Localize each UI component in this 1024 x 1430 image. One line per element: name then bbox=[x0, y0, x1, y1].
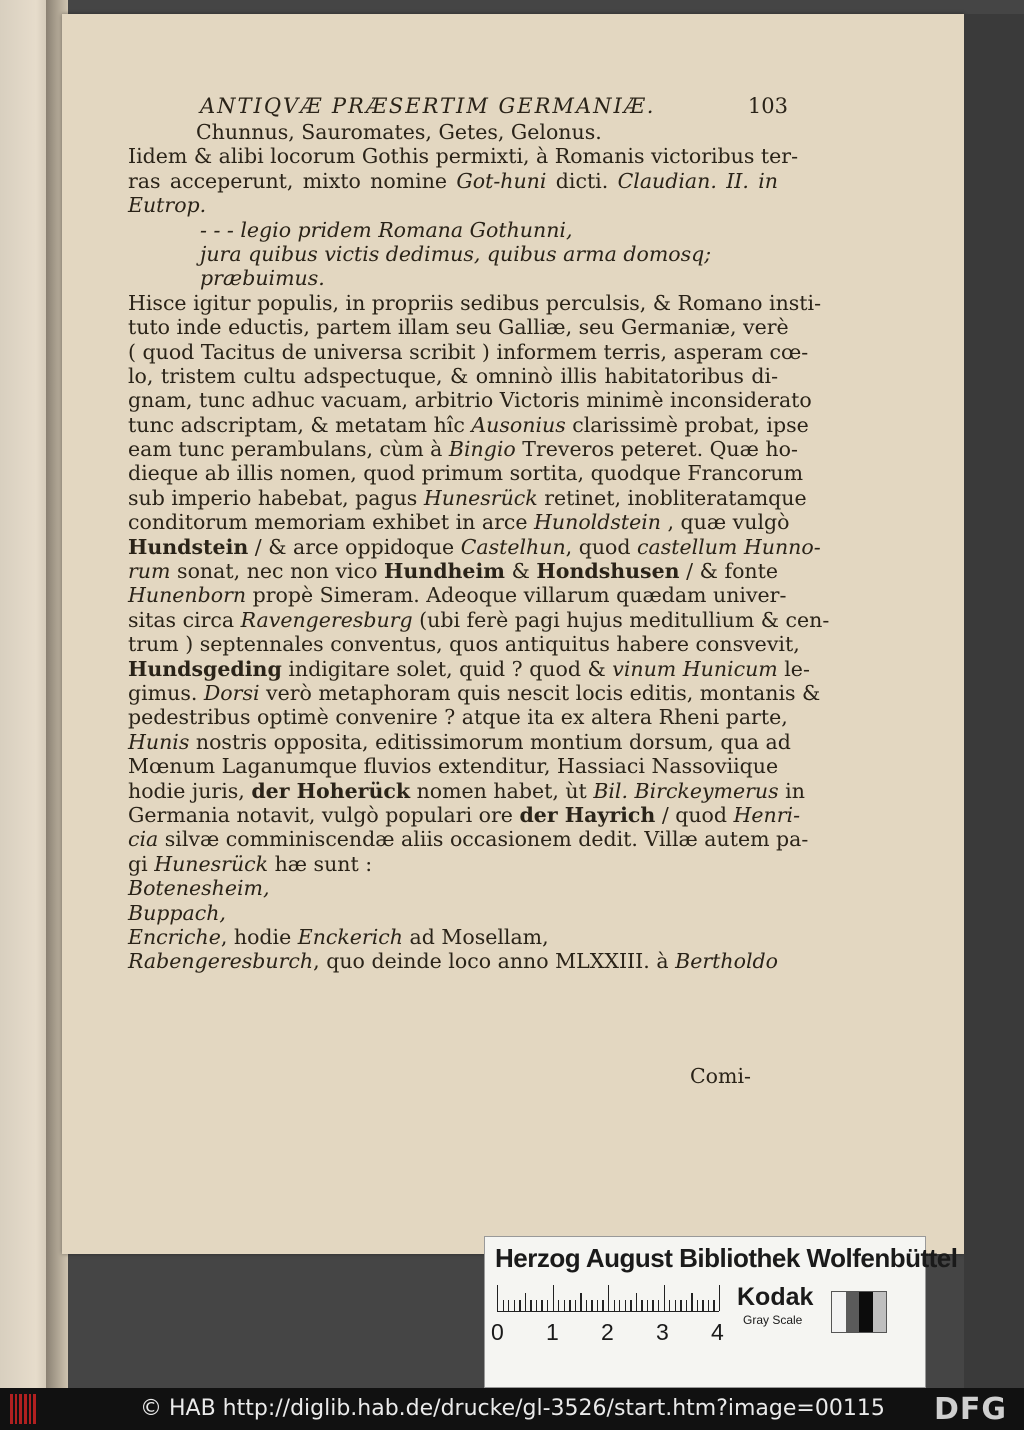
text-segment: der Hoherück bbox=[251, 778, 411, 803]
scale-label: 3 bbox=[656, 1319, 669, 1345]
kodak-logo: Kodak bbox=[737, 1283, 814, 1311]
text-segment: conditorum memoriam exhibet in arce bbox=[128, 510, 535, 535]
ruler-tick bbox=[641, 1300, 642, 1311]
text-segment: / quod bbox=[655, 802, 734, 827]
gray-swatch bbox=[873, 1292, 887, 1332]
text-segment: Bertholdo bbox=[675, 949, 778, 974]
ruler-tick bbox=[691, 1293, 692, 1311]
text-segment: Got-huni bbox=[456, 168, 547, 193]
text-segment: , hodie bbox=[220, 924, 298, 949]
text-segment: cia bbox=[128, 827, 159, 852]
text-line bbox=[128, 193, 778, 217]
scale-label: 2 bbox=[601, 1319, 614, 1345]
ruler-tick bbox=[541, 1300, 542, 1311]
text-segment: Hunoldstein bbox=[534, 510, 661, 535]
text-segment: vinum Hunicum bbox=[612, 656, 778, 681]
gray-swatches bbox=[831, 1291, 887, 1333]
text-segment: Botenesheim, bbox=[128, 876, 270, 901]
text-line bbox=[128, 949, 778, 973]
logo-bar bbox=[10, 1394, 13, 1424]
color-reference-card bbox=[484, 1236, 958, 1388]
text-line bbox=[128, 705, 788, 730]
ruler-tick bbox=[625, 1300, 626, 1311]
text-segment: ( quod Tacitus de universa scribit ) informem terris, asperam cœ- bbox=[128, 339, 809, 364]
text-segment: rum bbox=[128, 559, 171, 584]
text-line bbox=[128, 437, 798, 462]
ruler-tick bbox=[614, 1300, 615, 1311]
text-segment: Germania notavit, vulgò populari ore bbox=[128, 802, 520, 827]
footer-bar bbox=[0, 1388, 1024, 1430]
text-segment: trum ) septennales conventus, quos antiquitus habere consvevit, bbox=[128, 632, 800, 657]
text-segment: hæ sunt : bbox=[268, 851, 373, 876]
text-segment: pedestribus optimè convenire ? atque ita ex altera Rheni parte, bbox=[128, 705, 788, 730]
text-line bbox=[128, 364, 778, 388]
text-segment: jura quibus victis dedimus, quibus arma domosq; bbox=[200, 241, 712, 266]
text-segment: nomen habet, ùt bbox=[410, 778, 594, 803]
text-segment: Gothunni, bbox=[463, 217, 573, 242]
gray-swatch bbox=[859, 1292, 873, 1332]
text-line bbox=[128, 876, 778, 900]
ruler-tick bbox=[630, 1300, 631, 1311]
gray-swatch bbox=[846, 1292, 860, 1332]
text-segment: Henri- bbox=[733, 802, 801, 827]
text-segment: MLXXIII. bbox=[555, 949, 650, 974]
text-segment: , quæ vulgò bbox=[661, 510, 790, 535]
text-line bbox=[128, 901, 778, 925]
text-line bbox=[128, 388, 812, 413]
ruler-tick bbox=[652, 1300, 653, 1311]
text-segment: & bbox=[504, 559, 537, 584]
ruler-tick bbox=[525, 1293, 526, 1311]
text-segment: Ravengeresburg bbox=[240, 607, 413, 632]
ruler-tick bbox=[503, 1300, 504, 1311]
ruler-tick bbox=[664, 1285, 665, 1311]
text-line bbox=[128, 412, 809, 437]
catchword: Comi- bbox=[690, 1064, 751, 1088]
page-background-right bbox=[964, 14, 1024, 1388]
text-segment: Hundsgeding bbox=[128, 656, 282, 681]
text-segment: sitas circa bbox=[128, 607, 241, 632]
text-segment: Dorsi bbox=[203, 680, 260, 705]
text-segment: Hunesrück bbox=[423, 485, 538, 510]
text-line bbox=[128, 680, 821, 705]
text-segment: lo, tristem cultu adspectuque, & omninò illis habitatoribus di- bbox=[128, 363, 778, 388]
text-segment: castellum Hunno- bbox=[637, 534, 821, 559]
ruler-tick bbox=[686, 1300, 687, 1311]
ruler-tick bbox=[697, 1300, 698, 1311]
text-segment: / & fonte bbox=[679, 559, 778, 584]
text-line bbox=[128, 169, 778, 193]
gray-scale-label: Gray Scale bbox=[743, 1313, 803, 1327]
text-segment: (ubi ferè pagi hujus meditullium & cen- bbox=[412, 607, 830, 632]
text-lines bbox=[128, 120, 830, 974]
ruler-tick bbox=[719, 1285, 720, 1311]
text-segment: clarissimè probat, ipse bbox=[565, 412, 809, 437]
ruler-tick bbox=[708, 1300, 709, 1311]
text-segment: Iidem & alibi locorum Gothis permixti, à Romanis victoribus ter- bbox=[128, 144, 799, 169]
text-line bbox=[128, 144, 799, 169]
text-line bbox=[128, 242, 778, 266]
text-segment: Buppach, bbox=[128, 900, 226, 925]
ruler-tick bbox=[558, 1300, 559, 1311]
text-segment: Claudian. II. in bbox=[617, 168, 778, 193]
ruler-tick bbox=[536, 1300, 537, 1311]
ruler-tick bbox=[586, 1300, 587, 1311]
text-segment: hodie juris, bbox=[128, 778, 252, 803]
text-line bbox=[128, 729, 791, 754]
text-line bbox=[128, 607, 830, 632]
page-number: 103 bbox=[747, 94, 788, 118]
card-title: Herzog August Bibliothek Wolfenbüttel bbox=[495, 1243, 958, 1273]
text-segment: Hunis bbox=[128, 729, 190, 754]
text-segment: Treveros peteret. Quæ ho- bbox=[515, 437, 798, 462]
text-line bbox=[128, 120, 778, 144]
text-segment: tunc adscriptam, & metatam hîc bbox=[128, 412, 472, 437]
ruler-tick bbox=[680, 1300, 681, 1311]
text-segment: retinet, inobliteratamque bbox=[537, 485, 807, 510]
ruler-tick bbox=[597, 1300, 598, 1311]
ruler-tick bbox=[602, 1300, 603, 1311]
text-segment: sonat, nec non vico bbox=[170, 559, 385, 584]
text-line bbox=[128, 266, 778, 290]
text-line bbox=[128, 583, 787, 608]
text-segment: à bbox=[649, 949, 676, 974]
text-segment: Hondshusen bbox=[536, 559, 680, 584]
text-segment: sub imperio habebat, pagus bbox=[128, 485, 424, 510]
ruler-tick bbox=[569, 1300, 570, 1311]
text-line bbox=[128, 339, 809, 364]
ruler-tick bbox=[647, 1300, 648, 1311]
logo-bar bbox=[24, 1394, 27, 1424]
text-line bbox=[128, 827, 809, 852]
text-segment: propè Simeram. Adeoque villarum quædam univer- bbox=[246, 583, 787, 608]
text-segment: gimus. bbox=[128, 680, 204, 705]
ruler-tick bbox=[564, 1300, 565, 1311]
text-segment: silvæ comminiscendæ aliis occasionem dedit. Villæ autem pa- bbox=[158, 827, 809, 852]
text-segment: tuto inde eductis, partem illam seu Galliæ, seu Germaniæ, verè bbox=[128, 315, 789, 340]
dfg-logo: DFG bbox=[934, 1392, 1008, 1427]
text-line bbox=[128, 218, 778, 242]
ruler-tick bbox=[514, 1300, 515, 1311]
text-segment: , quod bbox=[565, 534, 638, 559]
text-line bbox=[128, 290, 822, 315]
text-line bbox=[128, 656, 810, 681]
page-header bbox=[128, 86, 788, 120]
text-segment: / & arce oppidoque bbox=[248, 534, 461, 559]
scale-ruler bbox=[497, 1285, 719, 1312]
text-segment: Eutrop. bbox=[128, 193, 207, 218]
text-segment: verò metaphoram quis nescit locis editis, montanis & bbox=[259, 680, 821, 705]
text-segment: Bingio bbox=[448, 437, 516, 462]
ruler-tick bbox=[547, 1300, 548, 1311]
ruler-tick bbox=[658, 1300, 659, 1311]
text-segment: dieque ab illis nomen, quod primum sortita, quodque Francorum bbox=[128, 461, 804, 486]
text-line bbox=[128, 925, 778, 949]
text-segment: Castelhun bbox=[460, 534, 566, 559]
text-segment: eam tunc perambulans, cùm à bbox=[128, 437, 449, 462]
text-line bbox=[128, 510, 790, 535]
ruler-tick bbox=[702, 1300, 703, 1311]
ruler-tick bbox=[580, 1293, 581, 1311]
text-line bbox=[128, 632, 800, 657]
text-line bbox=[128, 852, 778, 876]
ruler-tick bbox=[636, 1293, 637, 1311]
scale-labels bbox=[491, 1319, 731, 1347]
logo-bar bbox=[33, 1394, 36, 1424]
text-segment: Mœnum Laganumque fluvios extenditur, Hassiaci Nassoviique bbox=[128, 754, 779, 779]
ruler-tick bbox=[608, 1285, 609, 1311]
text-segment: in bbox=[778, 778, 805, 803]
text-line bbox=[128, 534, 821, 559]
ruler-tick bbox=[669, 1300, 670, 1311]
logo-bar bbox=[29, 1394, 32, 1424]
text-segment: der Hayrich bbox=[519, 802, 656, 827]
ruler-tick bbox=[619, 1300, 620, 1311]
ruler-tick bbox=[675, 1300, 676, 1311]
text-segment: Rabengeresburch bbox=[128, 949, 314, 974]
text-segment: Hundstein bbox=[128, 534, 249, 559]
text-line bbox=[128, 315, 789, 340]
text-segment: præbuimus. bbox=[200, 266, 325, 291]
text-segment: nostris opposita, editissimorum montium dorsum, qua ad bbox=[189, 729, 791, 754]
text-line bbox=[128, 461, 804, 486]
text-segment: , quo deinde loco anno bbox=[313, 949, 556, 974]
text-segment: gnam, tunc adhuc vacuam, arbitrio Victoris minimè inconsiderato bbox=[128, 388, 812, 413]
ruler-tick bbox=[508, 1300, 509, 1311]
text-line bbox=[128, 559, 778, 583]
logo-bar bbox=[19, 1394, 22, 1424]
text-segment: ras acceperunt, mixto nomine bbox=[128, 168, 457, 193]
scale-label: 0 bbox=[491, 1319, 504, 1345]
scale-label: 1 bbox=[546, 1319, 559, 1345]
text-segment: dicti. bbox=[546, 168, 618, 193]
text-segment: Hunesrück bbox=[154, 851, 269, 876]
text-segment: Hisce igitur populis, in propriis sedibus perculsis, & Romano insti- bbox=[128, 290, 822, 315]
text-segment: - - - legio pridem Romana bbox=[200, 217, 464, 242]
text-segment: Hundheim bbox=[384, 559, 505, 584]
text-segment: ad Mosellam, bbox=[402, 924, 549, 949]
text-segment: Chunnus, Sauromates, Getes, Gelonus. bbox=[196, 120, 602, 144]
ruler-tick bbox=[575, 1300, 576, 1311]
text-segment: Enckerich bbox=[297, 924, 403, 949]
text-line bbox=[128, 485, 807, 510]
text-segment: gi bbox=[128, 851, 155, 876]
ruler-tick bbox=[530, 1300, 531, 1311]
gray-swatch bbox=[832, 1292, 846, 1332]
page-text bbox=[128, 86, 830, 974]
ruler-tick bbox=[713, 1300, 714, 1311]
text-segment: Bil. Birckeymerus bbox=[593, 778, 779, 803]
ruler-tick bbox=[553, 1285, 554, 1311]
footer-link[interactable]: © HAB http://diglib.hab.de/drucke/gl-3526/start.htm?image=00115 bbox=[140, 1396, 885, 1421]
text-line bbox=[128, 754, 778, 778]
hab-logo-icon bbox=[10, 1394, 36, 1424]
ruler-tick bbox=[591, 1300, 592, 1311]
ruler-tick bbox=[519, 1300, 520, 1311]
text-segment: Encriche bbox=[128, 924, 221, 949]
text-segment: Ausonius bbox=[471, 412, 566, 437]
scale-label: 4 bbox=[711, 1319, 724, 1345]
text-segment: indigitare solet, quid ? quod & bbox=[281, 656, 613, 681]
ruler-tick bbox=[497, 1285, 498, 1311]
text-segment: Hunenborn bbox=[128, 583, 247, 608]
text-line bbox=[128, 778, 805, 803]
logo-bar bbox=[15, 1394, 18, 1424]
text-line bbox=[128, 802, 801, 827]
running-head: ANTIQVÆ PRÆSERTIM GERMANIÆ. bbox=[200, 94, 656, 118]
text-segment: le- bbox=[777, 656, 810, 681]
